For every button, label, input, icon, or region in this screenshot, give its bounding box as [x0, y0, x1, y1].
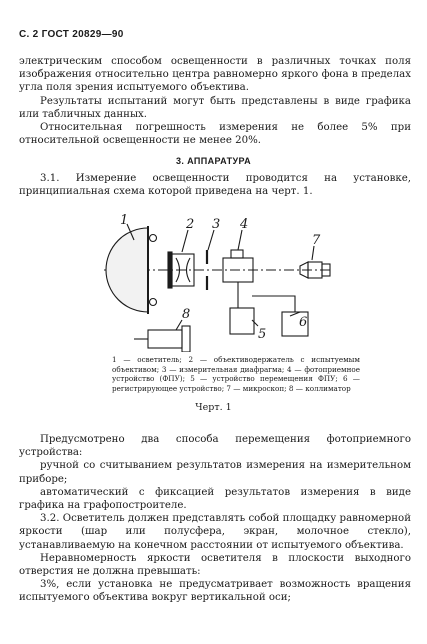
- leader-line: [312, 246, 314, 260]
- label-5: 5: [258, 327, 267, 342]
- section-title: 3. АППАРАТУРА: [175, 156, 252, 166]
- movement-device-shape: [230, 308, 254, 334]
- lens-holder-flange: [168, 252, 172, 288]
- label-6: 6: [299, 315, 308, 330]
- label-8: 8: [182, 307, 191, 322]
- label-2: 2: [186, 217, 195, 232]
- leader-line: [252, 320, 258, 326]
- paragraph: Предусмотрено два способа перемещения фотоприемного устройства:: [19, 434, 411, 459]
- text-block-bottom: [19, 433, 411, 605]
- leader-line: [208, 230, 214, 250]
- recorder-wire: [252, 296, 295, 312]
- label-7: 7: [312, 233, 321, 248]
- leader-line: [182, 230, 188, 252]
- illuminator-lamp: [150, 299, 157, 306]
- label-3: 3: [212, 217, 221, 232]
- label-4: 4: [240, 217, 249, 232]
- collimator-body: [148, 330, 182, 348]
- illuminator-lamp: [150, 235, 157, 242]
- paragraph: электрическим способом освещенности в различных точках поля изображения относительно центра равномерно яркого фона в пределах угла поля зрения испытуемого объектива.: [19, 56, 411, 94]
- figure-caption: Черт. 1: [195, 402, 232, 413]
- illuminator-shape: [106, 228, 148, 312]
- apparatus-diagram: [90, 212, 350, 352]
- figure-legend: 1 — осветитель; 2 — объективодержатель с испытуемым объективом; 3 — измерительная диафрагма; 4 — фотоприемное устройство (ФПУ); 5 — устройство перемещения ФПУ; 6 — регистрирующее устройство; 7 — микроскоп; 8 — коллиматор: [112, 355, 360, 393]
- paragraph: ручной со считыванием результатов измерения на измерительном приборе;: [19, 460, 411, 485]
- paragraph: Результаты испытаний могут быть представлены в виде графика или табличных данных.: [19, 95, 411, 120]
- section-intro: 3.1. Измерение освещенности проводится на установке, принципиальная схема которой приведена на черт. 1.: [19, 173, 411, 198]
- page-header: С. 2 ГОСТ 20829—90: [19, 29, 124, 40]
- label-1: 1: [120, 213, 129, 228]
- collimator-lens: [182, 326, 190, 352]
- leader-line: [238, 230, 242, 250]
- paragraph: 3%, если установка не предусматривает возможность вращения испытуемого объектива вокруг вертикальной оси;: [19, 579, 411, 604]
- paragraph: автоматический с фиксацией результатов измерения в виде графика на графопостроителе.: [19, 486, 411, 512]
- paragraph: 3.2. Осветитель должен представлять собой площадку равномерной яркости (шар или полусфера, экран, молочное стекло), устанавливаемую на конечном расстоянии от испытуемого объектива.: [19, 513, 411, 551]
- photodetector-top: [231, 250, 243, 258]
- paragraph: Относительная погрешность измерения не более 5% при относительной освещенности не менее 20%.: [19, 122, 411, 147]
- text-block-top: [19, 55, 411, 147]
- paragraph: Неравномерность яркости осветителя в плоскости выходного отверстия не должна превышать:: [19, 552, 411, 578]
